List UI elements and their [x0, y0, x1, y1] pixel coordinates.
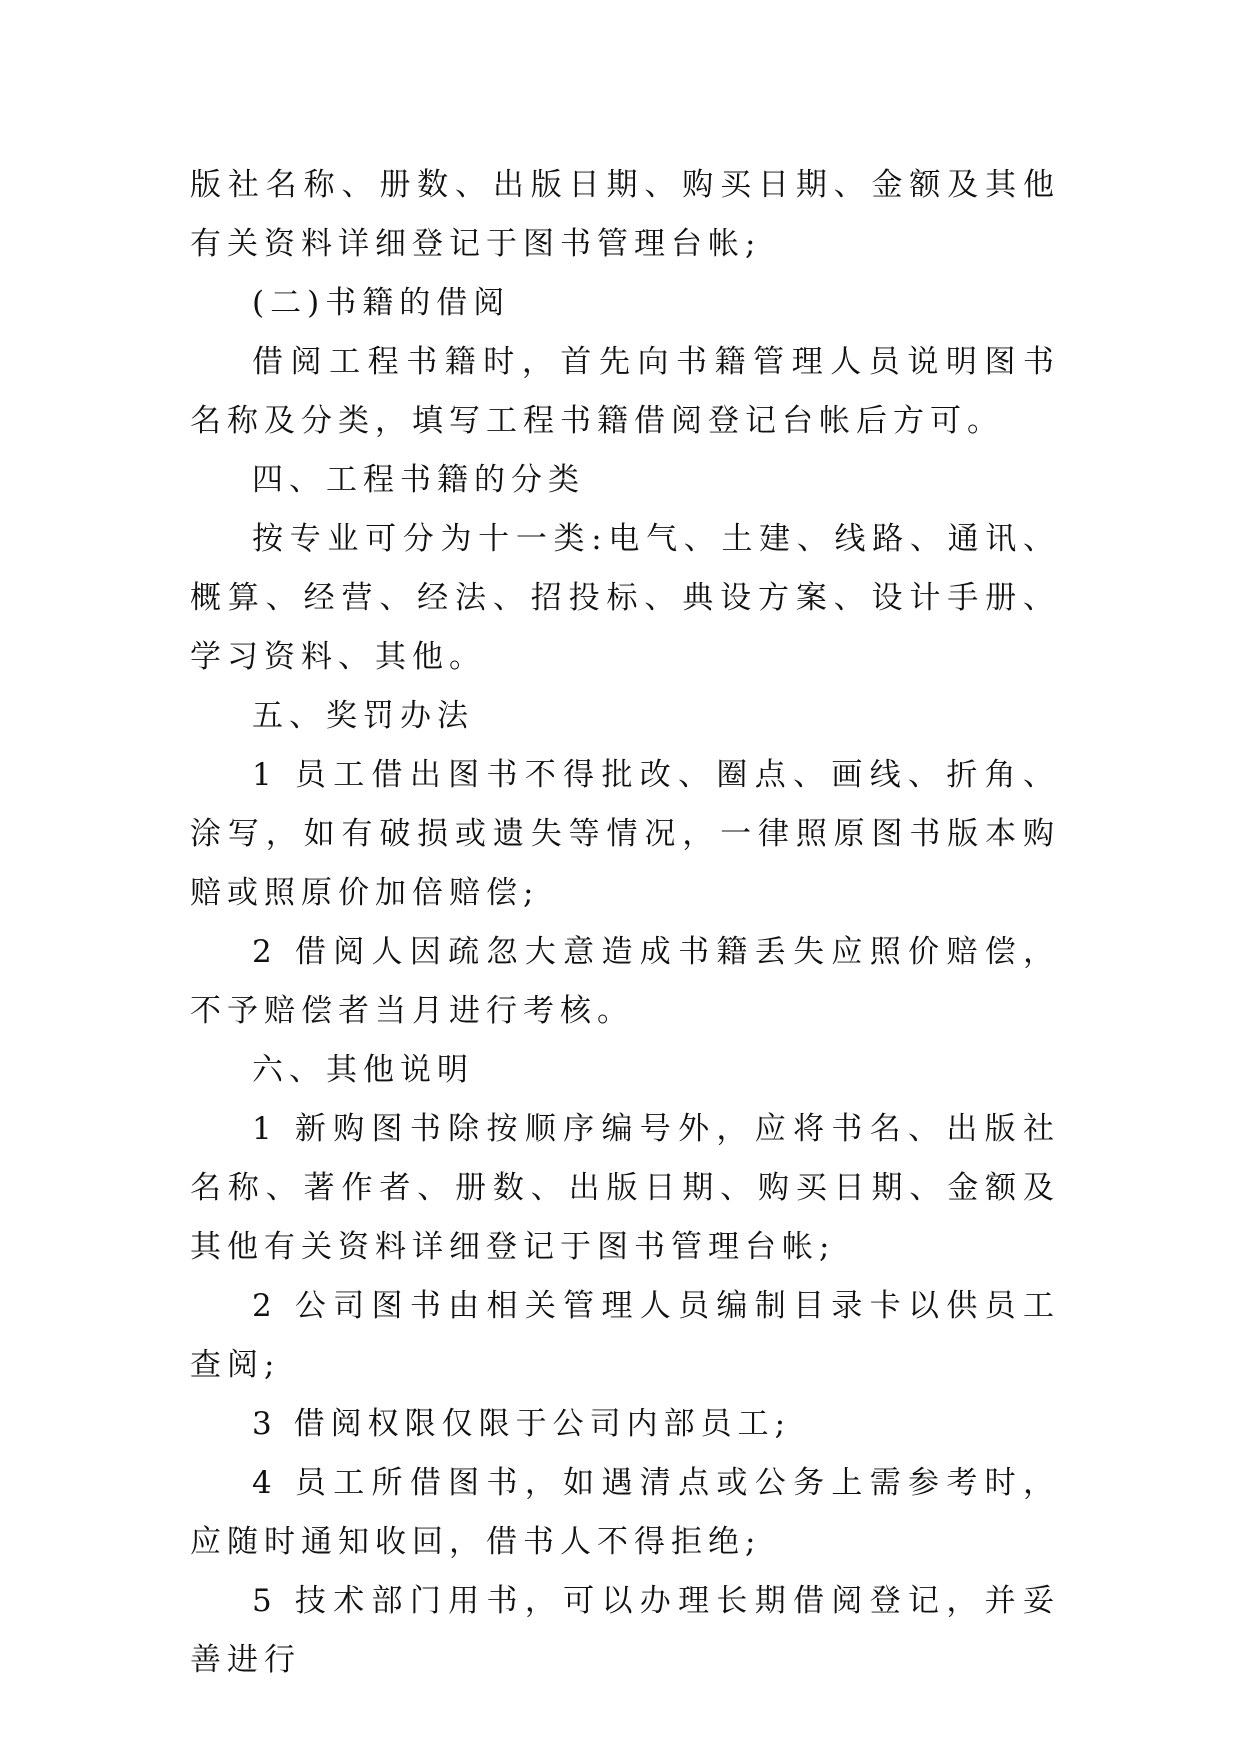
- section-heading-classification: 四、工程书籍的分类: [252, 462, 585, 498]
- paragraph-note-5: 5 技术部门用书，可以办理长期借阅登记，并妥善进行: [190, 1583, 1060, 1678]
- section-heading-other-notes: 六、其他说明: [252, 1052, 474, 1088]
- paragraph-note-1: 1 新购图书除按顺序编号外，应将书名、出版社名称、著作者、册数、出版日期、购买日期、金额及其他有关资料详细登记于图书管理台帐;: [190, 1111, 1060, 1265]
- paragraph-note-2: 2 公司图书由相关管理人员编制目录卡以供员工查阅;: [190, 1288, 1060, 1383]
- paragraph-classification-list: 按专业可分为十一类:电气、土建、线路、通讯、概算、经营、经法、招投标、典设方案、设计手册、学习资料、其他。: [190, 521, 1060, 675]
- section-heading-rewards-penalties: 五、奖罚办法: [252, 698, 474, 734]
- paragraph-note-3: 3 借阅权限仅限于公司内部员工;: [252, 1406, 792, 1442]
- paragraph-penalty-rule-1: 1 员工借出图书不得批改、圈点、画线、折角、涂写，如有破损或遗失等情况，一律照原图书版本购赔或照原价加倍赔偿;: [190, 757, 1060, 911]
- paragraph-continuation: 版社名称、册数、出版日期、购买日期、金额及其他有关资料详细登记于图书管理台帐;: [190, 167, 1060, 262]
- document-page: [190, 156, 1060, 1690]
- paragraph-penalty-rule-2: 2 借阅人因疏忽大意造成书籍丢失应照价赔偿，不予赔偿者当月进行考核。: [190, 934, 1060, 1029]
- paragraph-borrowing-procedure: 借阅工程书籍时，首先向书籍管理人员说明图书名称及分类，填写工程书籍借阅登记台帐后方可。: [190, 344, 1060, 439]
- paragraph-note-4: 4 员工所借图书，如遇清点或公务上需参考时，应随时通知收回，借书人不得拒绝;: [190, 1465, 1060, 1560]
- section-heading-book-borrowing: (二)书籍的借阅: [252, 285, 511, 321]
